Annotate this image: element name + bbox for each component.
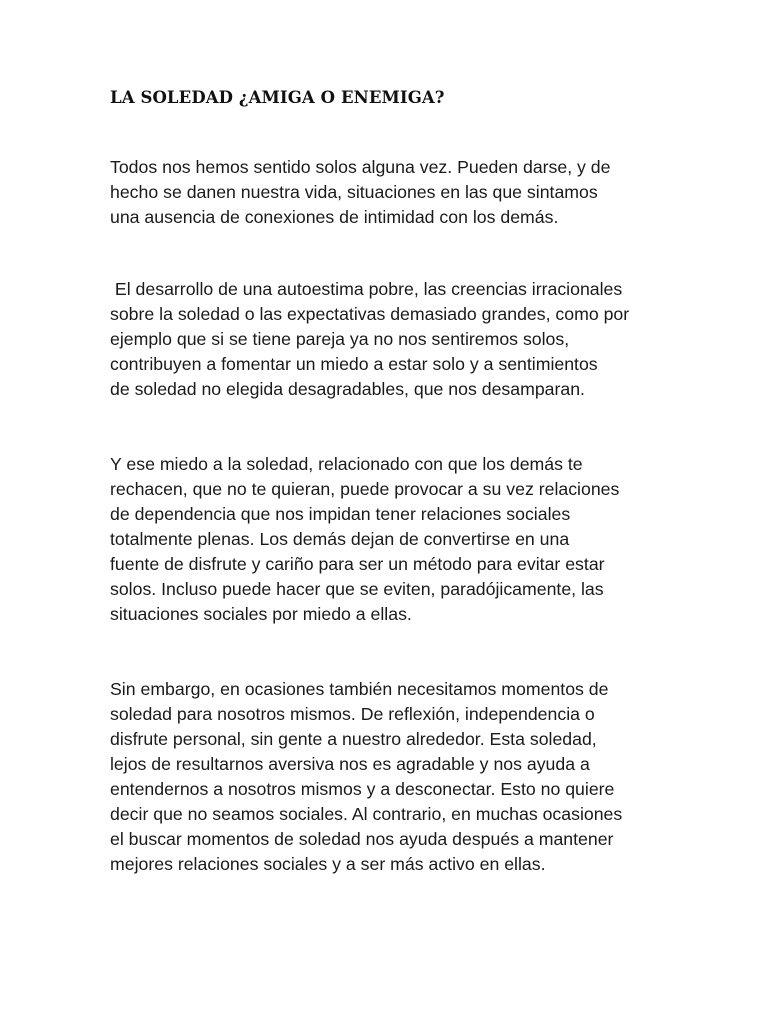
paragraph-line: El desarrollo de una autoestima pobre, las creencias irracionales: [110, 279, 623, 299]
paragraph-line: fuente de disfrute y cariño para ser un método para evitar estar: [110, 554, 605, 574]
paragraph-line: de dependencia que nos impidan tener relaciones sociales: [110, 504, 571, 524]
paragraph-line: totalmente plenas. Los demás dejan de convertirse en una: [110, 529, 570, 549]
paragraph-line: mejores relaciones sociales y a ser más activo en ellas.: [110, 854, 546, 874]
paragraph-line: solos. Incluso puede hacer que se eviten, paradójicamente, las: [110, 579, 604, 599]
paragraph-3: [110, 452, 619, 627]
paragraph-line: Todos nos hemos sentido solos alguna vez. Pueden darse, y de: [110, 157, 611, 177]
paragraph-line: contribuyen a fomentar un miedo a estar solo y a sentimientos: [110, 354, 598, 374]
paragraph-line: ejemplo que si se tiene pareja ya no nos sentiremos solos,: [110, 329, 570, 349]
paragraph-line: el buscar momentos de soledad nos ayuda después a mantener: [110, 829, 614, 849]
paragraph-line: Y ese miedo a la soledad, relacionado con que los demás te: [110, 454, 583, 474]
paragraph-line: una ausencia de conexiones de intimidad con los demás.: [110, 207, 559, 227]
paragraph-line: disfrute personal, sin gente a nuestro alrededor. Esta soledad,: [110, 729, 597, 749]
paragraph-line: Sin embargo, en ocasiones también necesitamos momentos de: [110, 679, 609, 699]
paragraph-line: de soledad no elegida desagradables, que nos desamparan.: [110, 379, 585, 399]
paragraph-line: entendernos a nosotros mismos y a desconectar. Esto no quiere: [110, 779, 615, 799]
paragraph-line: situaciones sociales por miedo a ellas.: [110, 604, 412, 624]
paragraph-4: [110, 677, 622, 877]
paragraph-line: rechacen, que no te quieran, puede provocar a su vez relaciones: [110, 479, 620, 499]
document-title: LA SOLEDAD ¿AMIGA O ENEMIGA?: [110, 88, 445, 107]
paragraph-line: sobre la soledad o las expectativas demasiado grandes, como por: [110, 304, 630, 324]
paragraph-line: hecho se danen nuestra vida, situaciones en las que sintamos: [110, 182, 598, 202]
paragraph-line: lejos de resultarnos aversiva nos es agradable y nos ayuda a: [110, 754, 590, 774]
paragraph-1: [110, 155, 610, 230]
paragraph-line: soledad para nosotros mismos. De reflexión, independencia o: [110, 704, 595, 724]
paragraph-2: [110, 277, 629, 402]
paragraph-line: decir que no seamos sociales. Al contrario, en muchas ocasiones: [110, 804, 623, 824]
